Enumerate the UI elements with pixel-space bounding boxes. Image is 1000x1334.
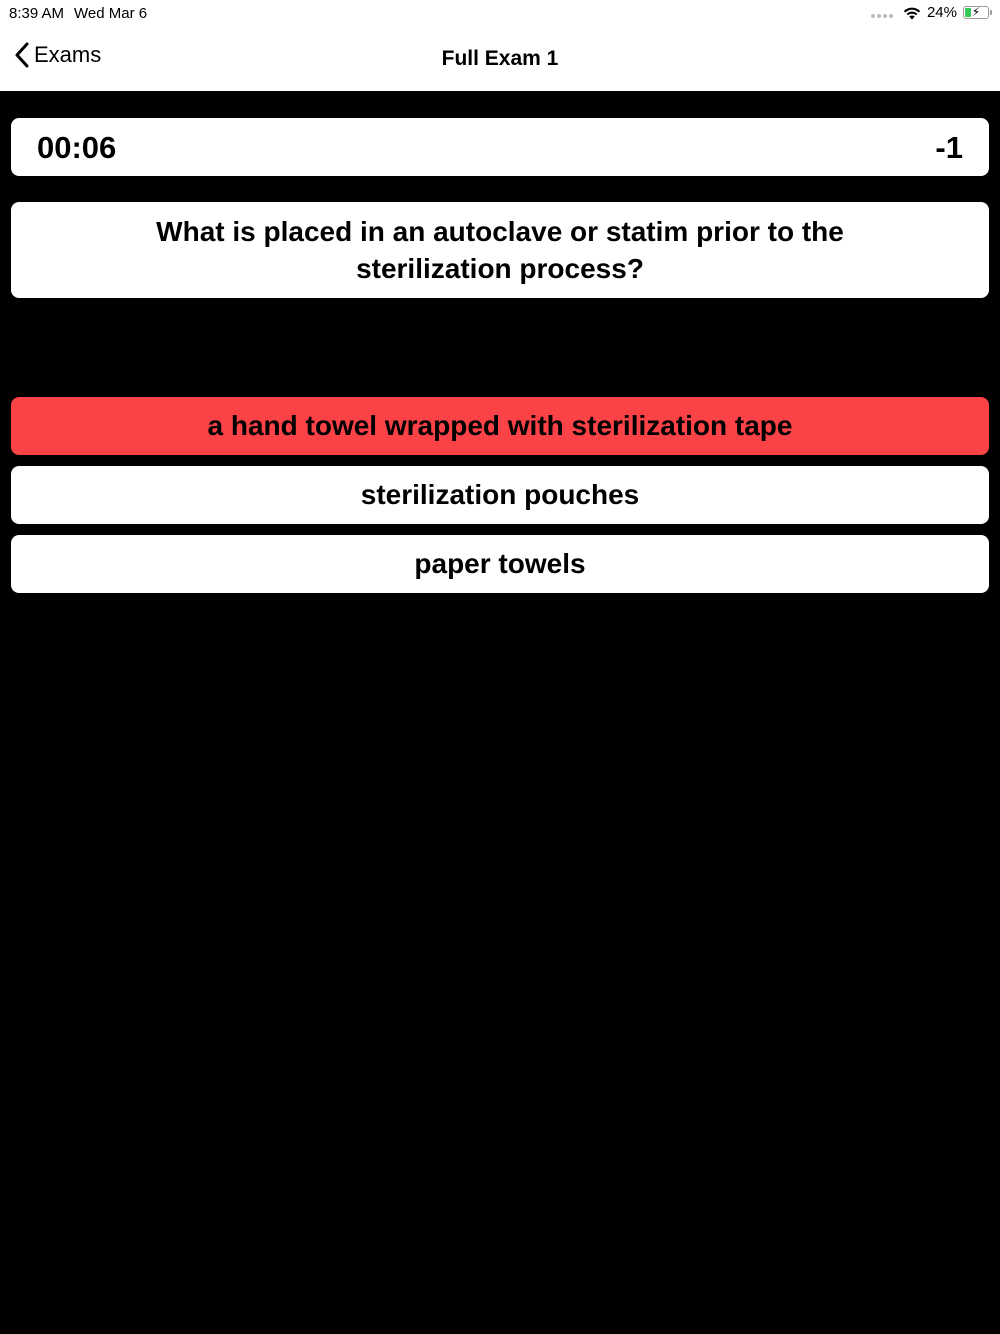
answer-option-3[interactable]: paper towels <box>11 535 989 593</box>
status-time: 8:39 AM <box>9 5 65 22</box>
status-date: Wed Mar 6 <box>74 5 148 22</box>
answer-option-2[interactable]: sterilization pouches <box>11 466 989 524</box>
answer-option-1[interactable]: a hand towel wrapped with sterilization tape <box>11 397 989 455</box>
status-bar <box>0 0 1000 28</box>
back-button-label: Exams <box>34 42 102 67</box>
signal-dots-icon <box>871 14 893 18</box>
battery-charging-icon <box>963 6 989 19</box>
question-text: What is placed in an autoclave or statim prior to the sterilization process? <box>156 216 844 284</box>
navigation-bar <box>0 28 1000 91</box>
page-title: Full Exam 1 <box>441 47 559 70</box>
score-counter: -1 <box>935 130 963 165</box>
status-indicators <box>871 4 992 21</box>
elapsed-timer: 00:06 <box>37 130 117 165</box>
question-card <box>11 202 989 298</box>
timer-card <box>11 118 989 176</box>
battery-cap <box>990 10 992 15</box>
wifi-icon <box>903 6 921 20</box>
lightning-icon: ⚡ <box>971 5 981 19</box>
status-time-date <box>9 5 147 22</box>
battery-percent: 24% <box>926 4 957 21</box>
